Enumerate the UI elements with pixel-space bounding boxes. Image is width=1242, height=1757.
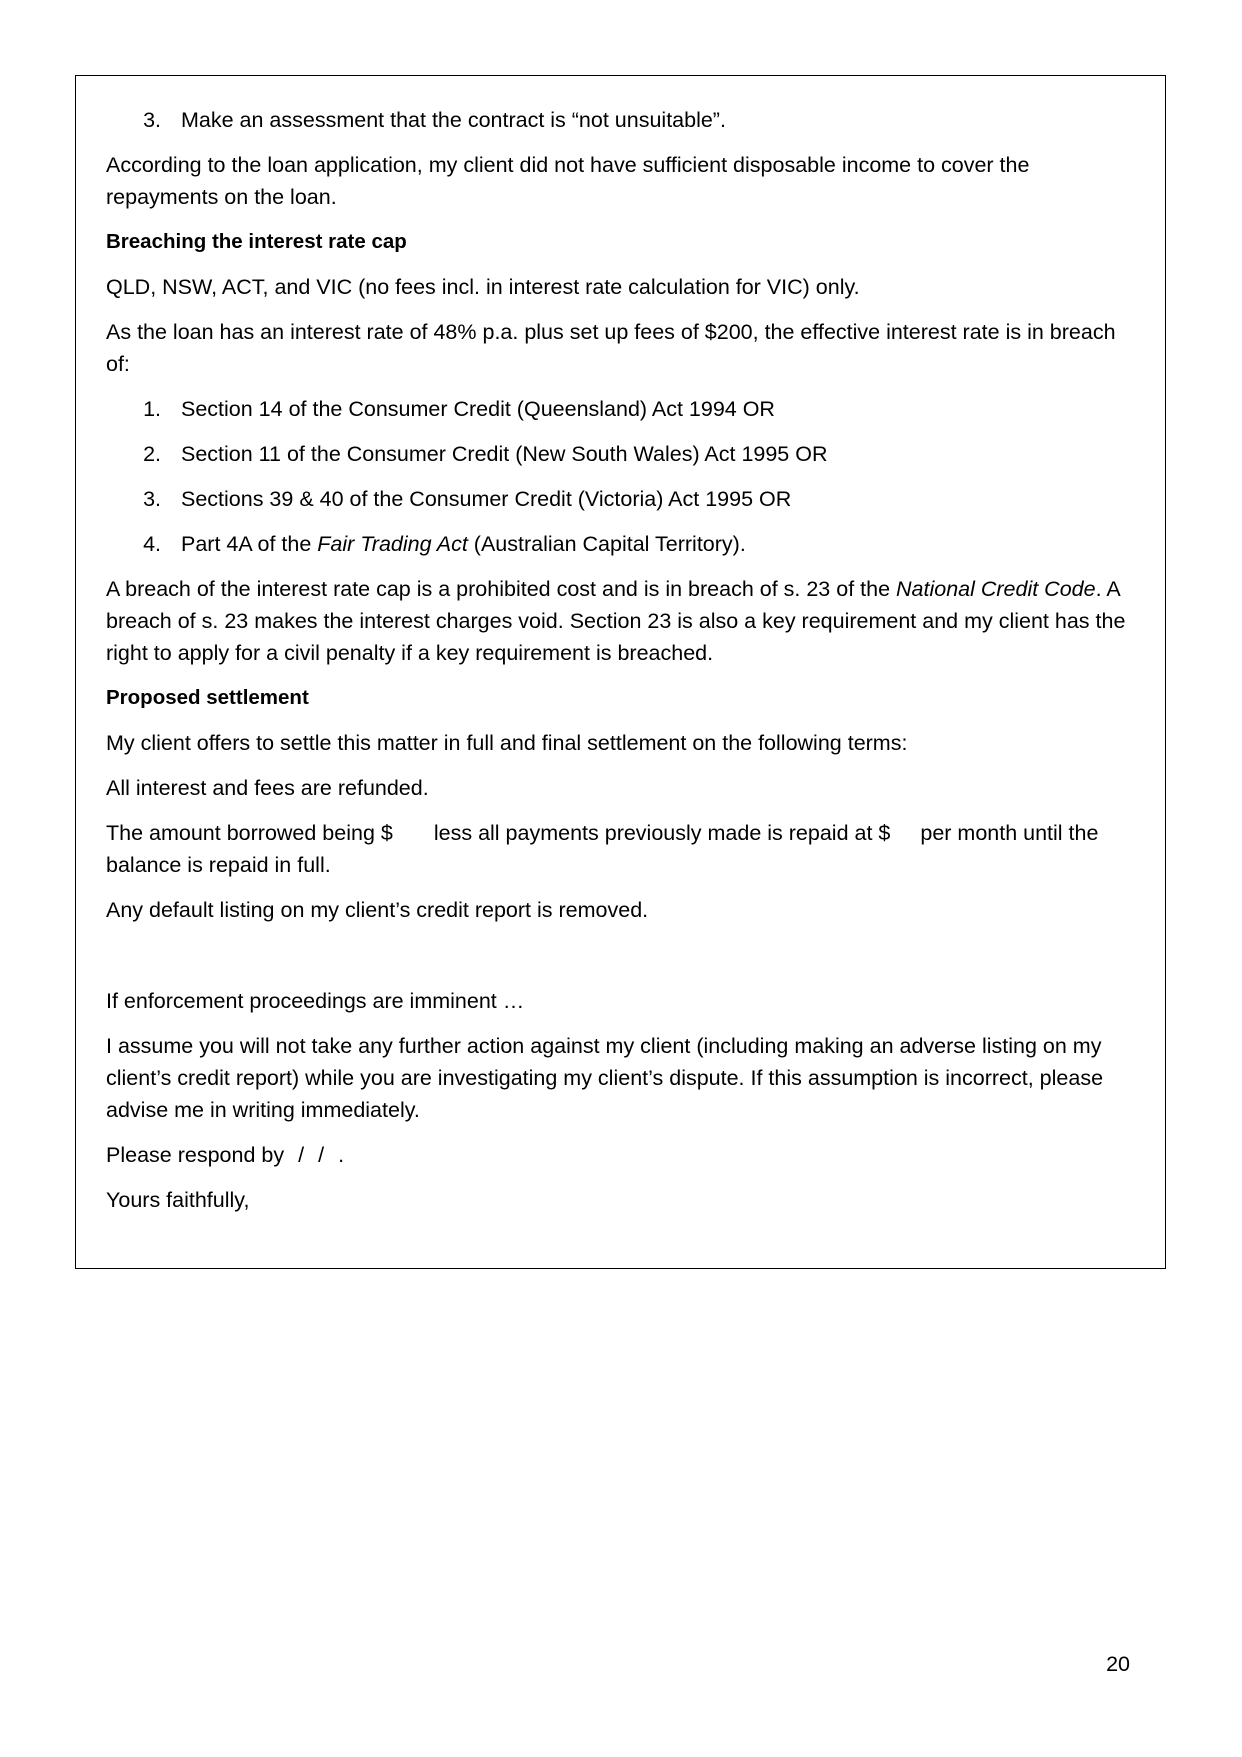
interest-cap-heading: Breaching the interest rate cap [106,230,407,253]
list-number: 3. [143,487,161,511]
date-sep-2: / [318,1143,325,1167]
closing: Yours faithfully, [106,1188,250,1212]
settlement-offer: My client offers to settle this matter in full and final settlement on the following terms: [106,731,908,755]
list-text: Section 14 of the Consumer Credit (Queensland) Act 1994 OR [181,397,775,421]
list-number: 3. [143,108,161,132]
settlement-refund: All interest and fees are refunded. [106,776,429,800]
interest-cap-scope: QLD, NSW, ACT, and VIC (no fees incl. in interest rate calculation for VIC) only. [106,275,860,299]
settlement-default: Any default listing on my client’s credit report is removed. [106,898,649,922]
respond-end: . [338,1143,345,1167]
list-text: Section 11 of the Consumer Credit (New South Wales) Act 1995 OR [181,442,828,466]
list-item [106,393,1135,425]
repay-text-2: less all payments previously made is repaid at $ [433,821,891,845]
date-sep-1: / [298,1143,305,1167]
list-item [106,438,1135,470]
list-text-before: Part 4A of the [181,532,318,556]
list-text: Make an assessment that the contract is “not unsuitable”. [181,108,726,132]
list-number: 4. [143,532,161,556]
blank-spacer [106,939,1135,985]
settlement-repayment [106,817,1135,881]
enforcement-heading: If enforcement proceedings are imminent … [106,989,525,1013]
breach-paragraph [106,573,1135,669]
act-title-italic: Fair Trading Act [317,532,468,556]
enforcement-text: I assume you will not take any further action against my client (including making an adverse listing on my client’s credit report) while you are investigating my client’s dispute. If this assumption is incorrect, please advise me in writing immediately. [106,1034,1104,1122]
interest-cap-intro: As the loan has an interest rate of 48% p.a. plus set up fees of $200, the effective interest rate is in breach of: [106,320,1116,376]
code-title-italic: National Credit Code [896,577,1096,601]
list-number: 1. [143,397,161,421]
income-paragraph: According to the loan application, my client did not have sufficient disposable income to cover the repayments on the loan. [106,153,1030,209]
breach-text-after: . A breach of s. 23 makes the interest charges void. Section 23 is also a key requirement and my client has the right to apply for a civil penalty if a key requirement is breached. [106,577,1126,665]
list-text: Sections 39 & 40 of the Consumer Credit (Victoria) Act 1995 OR [181,487,792,511]
repay-text-1: The amount borrowed being $ [106,821,393,845]
respond-label: Please respond by [106,1143,285,1167]
list-item [106,104,1135,136]
list-item [106,528,1135,560]
list-number: 2. [143,442,161,466]
list-text [181,528,1135,560]
page-number: 20 [1106,1652,1130,1676]
breach-text-before: A breach of the interest rate cap is a prohibited cost and is in breach of s. 23 of the [106,577,896,601]
list-text-after: (Australian Capital Territory). [467,532,746,556]
respond-line [106,1139,1135,1171]
settlement-heading: Proposed settlement [106,686,309,709]
list-item [106,483,1135,515]
repay-text-3: per month until the balance is repaid in full. [106,821,1099,877]
letter-template-box [75,75,1166,1269]
